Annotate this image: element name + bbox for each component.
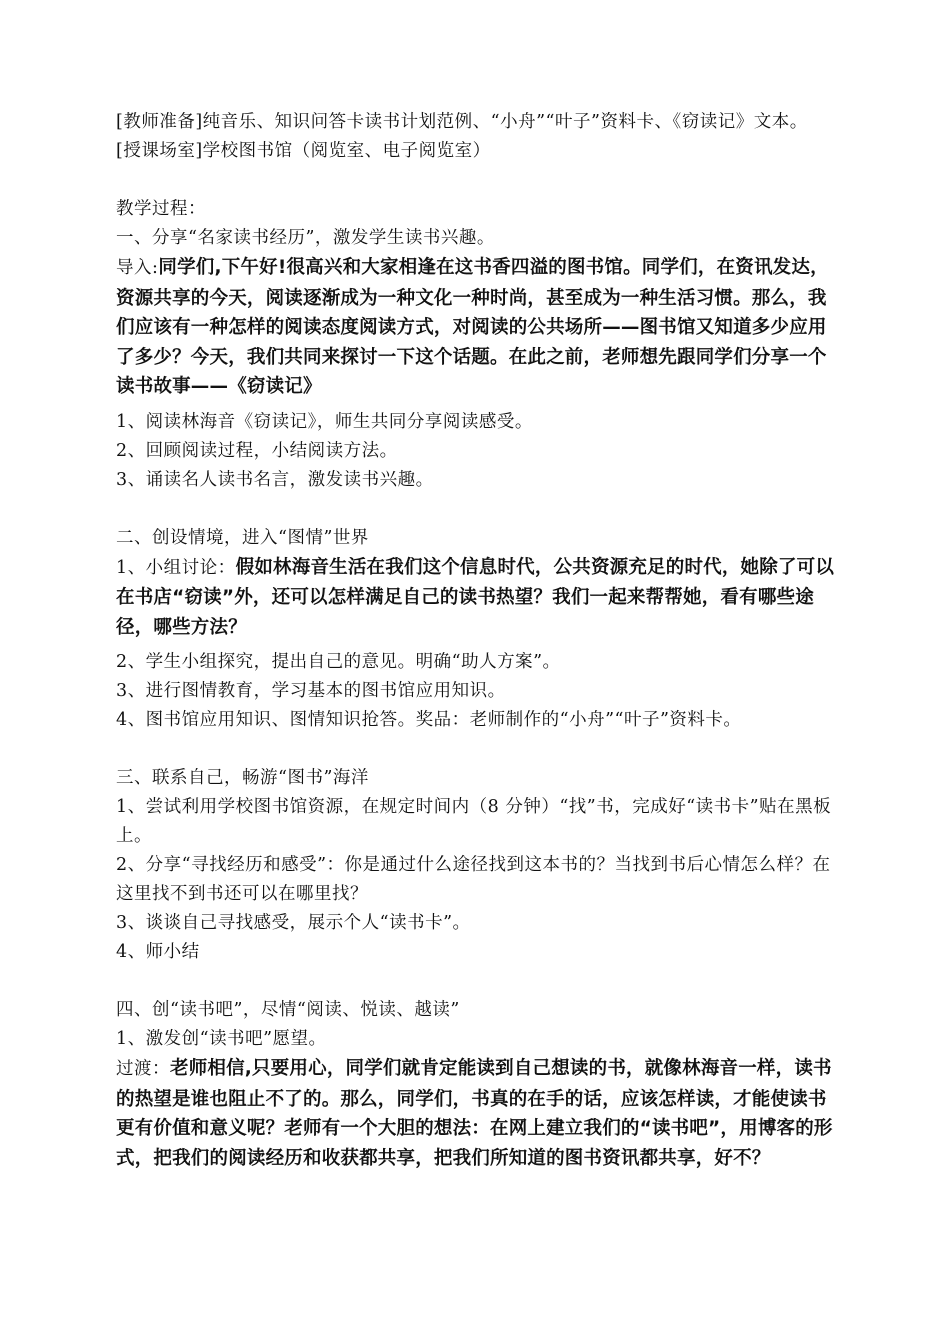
- section-1-heading: 一、分享“名家读书经历”，激发学生读书兴趣。: [116, 228, 495, 248]
- section-4-heading: 四、创“读书吧”，尽情“阅读、悦读、越读”: [116, 1000, 460, 1020]
- transition-lead: 过渡：: [116, 1059, 170, 1079]
- section-3-item: 4、师小结: [116, 942, 200, 962]
- section-1-item: 3、诵读名人读书名言，激发读书兴趣。: [116, 469, 434, 490]
- section-3-item: 2、分享“寻找经历和感受”：你是通过什么途径找到这本书的？当找到书后心情怎么样？在这里找不到书还可以在哪里找？: [116, 855, 831, 904]
- document-body: [116, 108, 840, 1173]
- section-4-item-1: 1、激发创“读书吧”愿望。: [116, 1029, 327, 1049]
- section-3-item: 1、尝试利用学校图书馆资源，在规定时间内（8 分钟）“找”书，完成好“读书卡”贴在黑板上。: [116, 797, 832, 846]
- process-title: 教学过程：: [116, 199, 206, 219]
- section-3-item: 3、谈谈自己寻找感受，展示个人“读书卡”。: [116, 913, 471, 933]
- teacher-preparation: [教师准备]纯音乐、知识问答卡读书计划范例、“小舟”“叶子”资料卡、《窃读记》文本。: [116, 112, 808, 132]
- item-1-body: 假如林海音生活在我们这个信息时代，公共资源充足的时代，她除了可以在书店“窃读”外，还可以怎样满足自己的读书热望？我们一起来帮帮她，看有哪些途径，哪些方法？: [116, 556, 835, 638]
- section-1-item: 2、回顾阅读过程，小结阅读方法。: [116, 440, 398, 461]
- section-2-item: 3、进行图情教育，学习基本的图书馆应用知识。: [116, 681, 506, 701]
- section-2-item: 2、学生小组探究，提出自己的意见。明确“助人方案”。: [116, 652, 561, 672]
- spacer: [116, 967, 840, 996]
- section-4-transition: [116, 1054, 840, 1173]
- section-2-item: 4、图书馆应用知识、图情知识抢答。奖品：老师制作的“小舟”“叶子”资料卡。: [116, 710, 742, 730]
- section-1-intro: [116, 253, 840, 402]
- section-2-heading: 二、创设情境，进入“图情”世界: [116, 527, 369, 548]
- spacer: [116, 166, 840, 195]
- item-1-lead: 1、小组讨论：: [116, 557, 236, 578]
- section-1-item: 1、阅读林海音《窃读记》，师生共同分享阅读感受。: [116, 411, 533, 432]
- spacer: [116, 495, 840, 524]
- teaching-venue: [授课场室]学校图书馆（阅览室、电子阅览室）: [116, 141, 491, 161]
- section-2-item-1: [116, 553, 840, 643]
- transition-body: 老师相信,只要用心，同学们就肯定能读到自己想读的书，就像林海音一样，读书的热望是谁也阻止不了的。那么，同学们，书真的在手的话，应该怎样读，才能使读书更有价值和意义呢？老师有一个大胆的想法：在网上建立我们的“读书吧”，用博客的形式，把我们的阅读经历和收获都共享，把我们所知道的图书资讯都共享，好不？: [116, 1058, 833, 1169]
- spacer: [116, 735, 840, 764]
- intro-body: 同学们,下午好!很高兴和大家相逢在这书香四溢的图书馆。同学们，在资讯发达，资源共享的今天，阅读逐渐成为一种文化一种时尚，甚至成为一种生活习惯。那么，我们应该有一种怎样的阅读态度阅读方式，对阅读的公共场所——图书馆又知道多少应用了多少？今天，我们共同来探讨一下这个话题。在此之前，老师想先跟同学们分享一个读书故事——《窃读记》: [116, 257, 829, 397]
- section-3-heading: 三、联系自己，畅游“图书”海洋: [116, 768, 369, 788]
- intro-lead: 导入:: [116, 258, 159, 278]
